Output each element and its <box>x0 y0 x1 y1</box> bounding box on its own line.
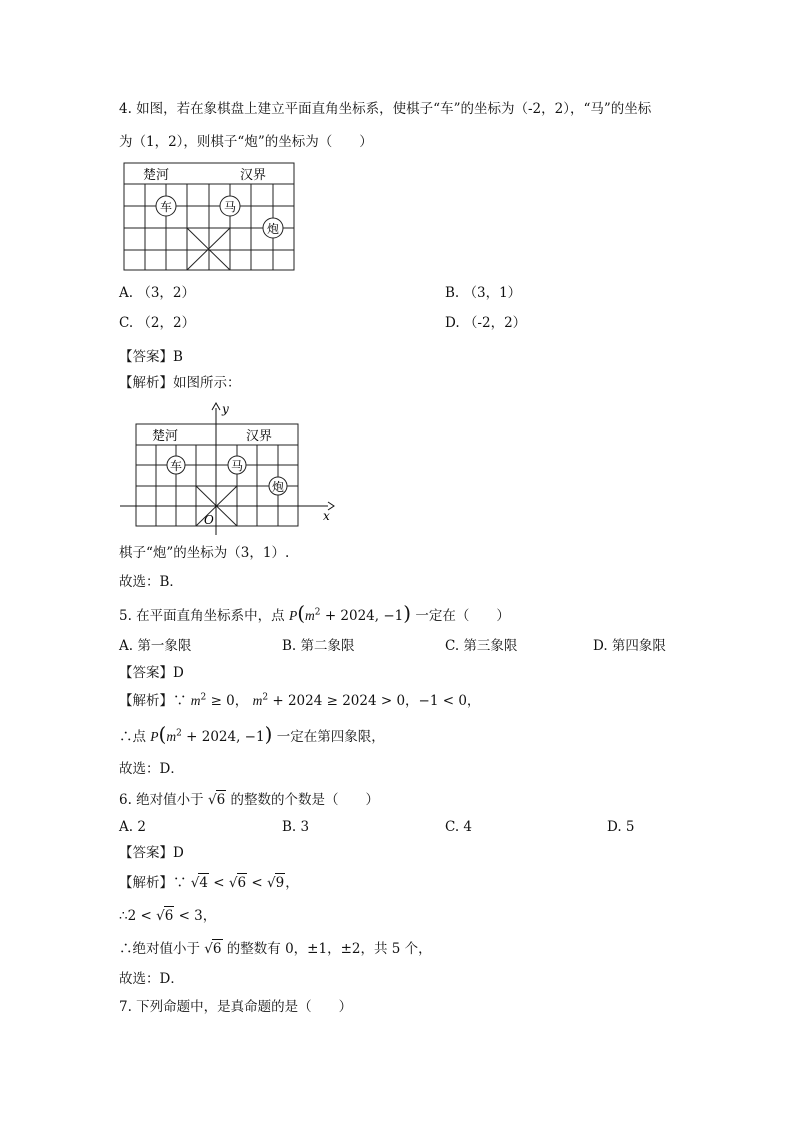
q4-option-d: D. （-2，2） <box>445 315 527 331</box>
q4-answer: 【答案】B <box>119 349 183 365</box>
q4-option-c: C. （2，2） <box>119 315 196 331</box>
q6-option-b: B. 3 <box>282 819 310 835</box>
q6-option-d: D. 5 <box>607 819 635 835</box>
q6-answer: 【答案】D <box>119 845 184 861</box>
q4-choose: 故选：B． <box>119 574 183 590</box>
y-axis-label: y <box>222 402 229 416</box>
piece-pao-2 <box>269 477 287 495</box>
q4-stem-line2: 为（1，2），则棋子“炮”的坐标为（ ） <box>119 134 373 150</box>
q6-option-c: C. 4 <box>445 819 473 835</box>
river-right-label: 汉界 <box>240 168 267 183</box>
q5-analysis-a1: ≥ 0， <box>210 693 249 709</box>
river-left-label: 楚河 <box>143 168 170 183</box>
q4-conclusion: 棋子“炮”的坐标为（3，1）. <box>119 545 290 561</box>
q5-therefore: ∴点 $P(m^2 + 2024$, −1) 一定在第四象限， <box>119 722 385 746</box>
piece-pao <box>263 218 283 238</box>
q6-stem-post: 的整数的个数是（ ） <box>230 792 379 808</box>
q4-option-b: B. （3，1） <box>445 285 522 301</box>
q5-analysis-label: 【解析】∵ <box>119 693 187 709</box>
q4-stem-line1: 4. 如图，若在象棋盘上建立平面直角坐标系，使棋子“车”的坐标为（-2，2），“马”的坐标 <box>119 101 652 117</box>
q6-stem-pre: 6. 绝对值小于 <box>119 792 204 808</box>
q4-analysis: 【解析】如图所示： <box>119 375 241 391</box>
river-left-label-2: 楚河 <box>152 429 179 444</box>
q5-option-d: D. 第四象限 <box>593 638 666 654</box>
q6-option-a: A. 2 <box>119 819 146 835</box>
q5-therefore-pre: ∴点 <box>119 729 146 745</box>
q6-root: 6 <box>216 792 226 808</box>
piece-che-label-2: 车 <box>169 459 183 473</box>
q6-choose: 故选：D． <box>119 971 184 987</box>
q5-therefore-post: 一定在第四象限， <box>276 729 385 745</box>
q5-option-a: A. 第一象限 <box>119 638 192 654</box>
coordinate-board-figure <box>118 398 336 538</box>
q5-stem: 5. 在平面直角坐标系中，点 $P(m^2 + 2024$, −1) 一定在（ ） <box>119 601 510 625</box>
piece-ma-label-2: 马 <box>230 459 244 473</box>
q6-line2: ∴2 < √6 < 3， <box>119 908 217 924</box>
q6-analysis: 【解析】∵ √4 < √6 < √9， <box>119 875 299 891</box>
x-axis <box>120 502 334 510</box>
origin-label: O <box>204 513 214 527</box>
x-axis-label: x <box>323 509 330 523</box>
q5-stem-post: 一定在（ ） <box>415 608 510 624</box>
piece-che-label: 车 <box>159 200 173 214</box>
piece-pao-label-2: 炮 <box>271 480 285 494</box>
q6-analysis-label: 【解析】∵ <box>119 875 187 891</box>
piece-che-2 <box>167 456 185 474</box>
q5-answer: 【答案】D <box>119 665 184 681</box>
q5-analysis: 【解析】∵ $m^2 \ge 0$， $m^2 + 2024 \ge 2024 > 0$，−1 < 0， <box>119 692 481 709</box>
q5-choose: 故选：D． <box>119 761 184 777</box>
q4-option-a: A. （3，2） <box>119 285 196 301</box>
q5-analysis-a2: + 2024 ≥ 2024 > 0，−1 < 0， <box>272 693 481 709</box>
q7-stem: 7. 下列命题中，是真命题的是（ ） <box>119 999 353 1015</box>
chess-board-figure <box>123 162 297 274</box>
piece-ma <box>220 196 240 216</box>
q5-m: m <box>305 608 315 623</box>
q5-coords-rest: + 2024, −1 <box>324 608 404 624</box>
piece-che <box>156 196 176 216</box>
piece-ma-2 <box>228 456 246 474</box>
q5-option-b: B. 第二象限 <box>282 638 355 654</box>
q6-stem: 6. 绝对值小于 √6 的整数的个数是（ ） <box>119 792 379 808</box>
piece-pao-label: 炮 <box>266 222 280 236</box>
q5-square: 2 <box>314 607 321 618</box>
q5-option-c: C. 第三象限 <box>445 638 518 654</box>
piece-ma-label: 马 <box>223 200 237 214</box>
q5-point: P <box>288 608 298 623</box>
q6-line3: ∴绝对值小于 √6 的整数有 0，±1，±2，共 5 个， <box>119 941 432 957</box>
q5-stem-pre: 5. 在平面直角坐标系中，点 <box>119 608 285 624</box>
river-right-label-2: 汉界 <box>246 429 273 444</box>
